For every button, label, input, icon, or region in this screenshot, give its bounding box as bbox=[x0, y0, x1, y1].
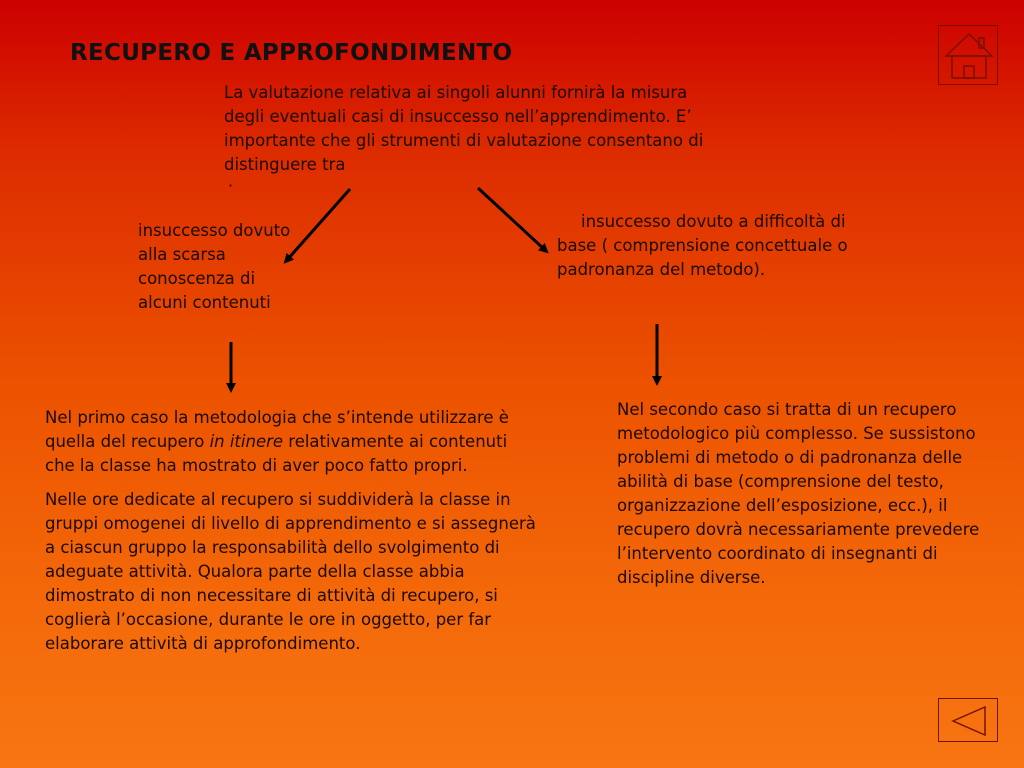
arrow-to-right-case bbox=[478, 188, 545, 250]
slide-title: RECUPERO E APPROFONDIMENTO bbox=[70, 40, 513, 66]
in-itinere-emphasis: in itinere bbox=[209, 432, 284, 451]
intro-bullet: · bbox=[228, 176, 234, 195]
first-case-text-b: relativamente ai contenuti che la classe ha mostrato di aver poco fatto propri. bbox=[45, 432, 508, 475]
first-case-section bbox=[45, 406, 540, 666]
left-case-text: insuccesso dovuto alla scarsa conoscenza di alcuni contenuti bbox=[138, 221, 291, 312]
back-button[interactable] bbox=[938, 698, 998, 742]
intro-text: La valutazione relativa ai singoli alunni fornirà la misura degli eventuali casi di insuccesso nell’apprendimento. E’ importante che gli strumenti di valutazione consentano di distinguere tra bbox=[224, 83, 704, 174]
right-case-text bbox=[557, 210, 867, 282]
recovery-hours-paragraph: Nelle ore dedicate al recupero si suddividerà la classe in gruppi omogenei di livello di apprendimento e si assegnerà a ciascun gruppo la responsabilità dello svolgimento di adeguate attività. Qualora parte della classe abbia dimostrato di non necessitare di attività di recupero, si coglierà l’occasione, durante le ore in oggetto, per far elaborare attività di approfondimento. bbox=[45, 490, 536, 653]
home-icon bbox=[939, 26, 999, 86]
first-case-paragraph bbox=[45, 406, 540, 478]
first-case-text-a: Nel primo caso la metodologia che s’intende utilizzare è quella del recupero bbox=[45, 408, 509, 451]
second-case-paragraph: Nel secondo caso si tratta di un recupero metodologico più complesso. Se sussistono problemi di metodo o di padronanza delle abilità di base (comprensione del testo, organizzazione dell’esposizione, ecc.), il recupero dovrà necessariamente prevedere l’intervento coordinato di insegnanti di discipline diverse. bbox=[617, 400, 980, 587]
back-triangle-icon bbox=[939, 699, 999, 743]
home-button[interactable] bbox=[938, 25, 998, 85]
right-case-label: insuccesso dovuto a difficoltà di base ( comprensione concettuale o padronanza del metodo). bbox=[557, 212, 848, 279]
